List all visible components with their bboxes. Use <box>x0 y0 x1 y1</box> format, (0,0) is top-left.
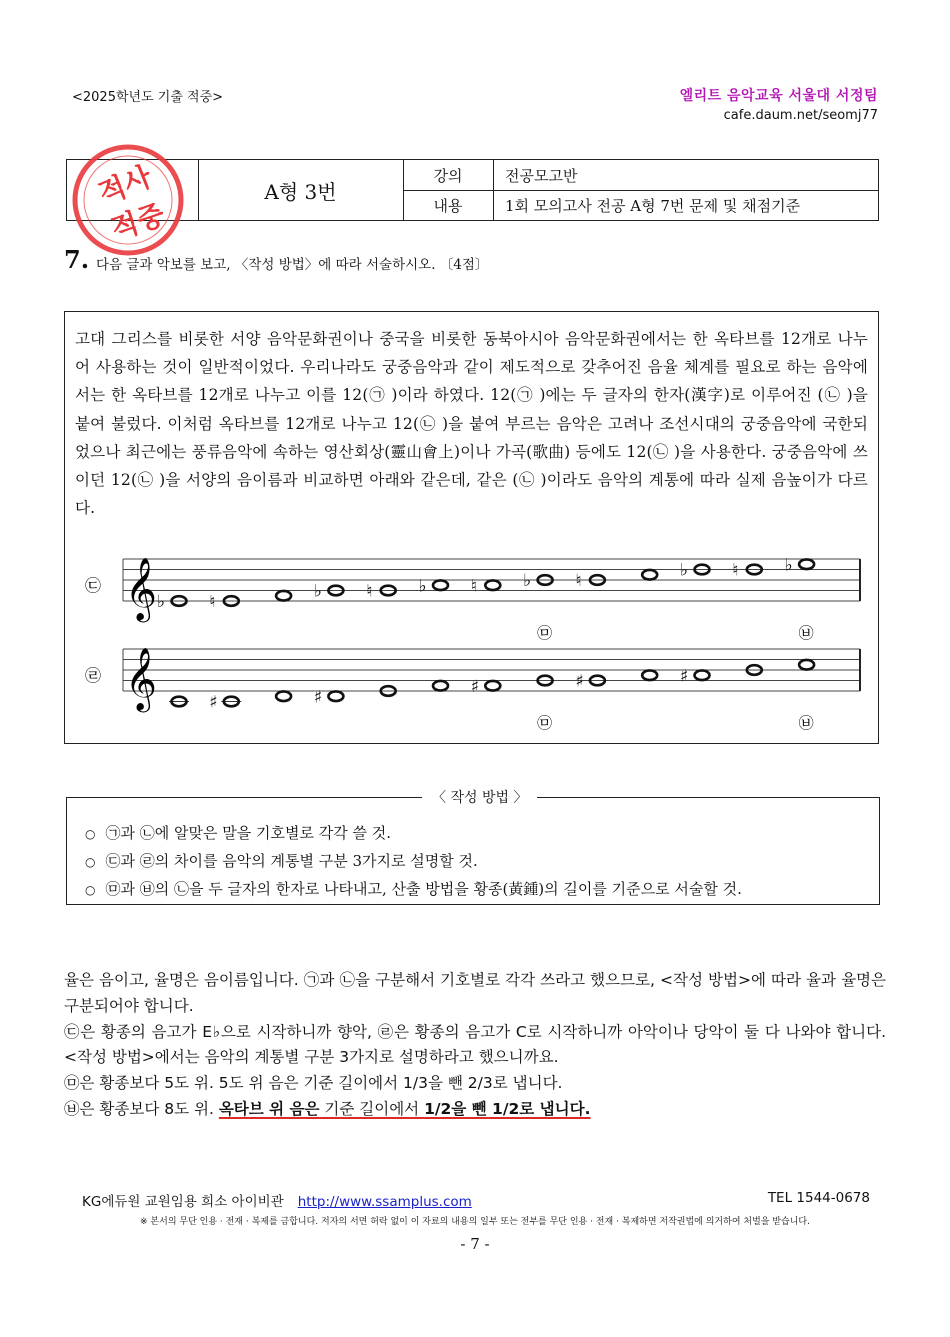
whole-note <box>799 559 814 569</box>
commentary-paragraph-highlight <box>64 1097 886 1123</box>
footer-org-name: KG에듀원 교원임용 희소 아이비관 <box>82 1194 284 1210</box>
whole-note <box>276 591 291 601</box>
treble-clef-icon: 𝄞 <box>125 557 157 620</box>
whole-note <box>695 670 710 680</box>
question-number: 7. <box>64 245 90 274</box>
flat-accidental-icon: ♭ <box>313 581 322 602</box>
whole-note <box>485 681 500 691</box>
commentary <box>64 968 886 1123</box>
whole-note <box>276 691 291 701</box>
info-value-column <box>493 160 878 220</box>
whole-note <box>433 580 448 590</box>
commentary-text: ㉥은 황종보다 8도 위. <box>64 1099 219 1118</box>
question-prompt: 다음 글과 악보를 보고, 〈작성 방법〉에 따라 서술하시오. 〔4점〕 <box>96 257 489 273</box>
method-item: ○ ㉢과 ㉣의 차이를 음악의 계통별 구분 3가지로 설명할 것. <box>85 848 742 876</box>
natural-accidental-icon: ♮ <box>209 592 216 612</box>
commentary-paragraph: ㉢은 황종의 음고가 E♭으로 시작하니까 향악, ㉣은 황종의 음고가 C로 시작하니까 아악이나 당악이 둘 다 나와야 합니다. <작성 방법>에서는 음악의 계통별 구분 3가지로 설명하라고 했으니까요. <box>64 1022 886 1067</box>
whole-note <box>799 660 814 670</box>
question-type-label: A형 3번 <box>264 179 337 204</box>
footer-website-link[interactable]: http://www.ssamplus.com <box>297 1194 472 1210</box>
footer-org <box>82 1190 472 1210</box>
passage-text: 고대 그리스를 비롯한 서양 음악문화권이나 중국을 비롯한 동북아시아 음악문화권에서는 한 옥타브를 12개로 나누어 사용하는 것이 일반적이었다. 우리나라도 궁중음악과 같이 제도적으로 갖추어진 음율 체계를 필요로 하는 음악에서는 한 옥타브를 12개로 나누고 이를 12(㉠ )이라 하였다. 12(㉠ )에는 두 글자의 한자(漢字)로 이루어진 (㉡ )을 붙여 불렀다. 이처럼 옥타브를 12개로 나누고 12(㉡ )을 붙여 부르는 음악은 고려나 조선시대의 궁중음악에 국한되었으나 최근에는 풍류음악에 속하는 영산회상(靈山會上)이나 가곡(歌曲) 등에도 12(㉡ )을 사용한다. 궁중음악에 쓰이던 12(㉡ )을 서양의 음이름과 비교하면 아래와 같은데, 같은 (㉡ )이라도 음악의 계통에 따라 실제 음높이가 다르다. <box>75 330 868 518</box>
commentary-paragraph: ㉤은 황종보다 5도 위. 5도 위 음은 기준 길이에서 1/3을 뺀 2/3로 냅니다. <box>64 1074 563 1093</box>
sharp-accidental-icon: ♯ <box>680 666 689 687</box>
note-mark-label: ㉤ <box>537 624 553 642</box>
sharp-accidental-icon: ♯ <box>313 687 323 708</box>
method-box <box>66 790 880 905</box>
commentary-paragraph: 율은 음이고, 율명은 음이름입니다. ㉠과 ㉡을 구분해서 기호별로 각각 쓰라고 했으므로, <작성 방법>에 따라 율과 율명은 구분되어야 합니다. <box>64 971 886 1015</box>
stamp-text-line2: 적중 <box>107 197 169 246</box>
info-label-content: 내용 <box>433 196 463 215</box>
page-number: - 7 - <box>460 1235 490 1253</box>
header-source-tag: <2025학년도 기출 적중> <box>72 90 224 105</box>
commentary-text: 기준 길이에서 <box>319 1099 425 1118</box>
commentary-bold-text: 1/2을 뺀 1/2로 냅니다. <box>424 1099 591 1118</box>
sharp-accidental-icon: ♯ <box>470 676 480 697</box>
flat-accidental-icon: ♭ <box>418 576 427 597</box>
sharp-accidental-icon: ♯ <box>575 671 584 692</box>
passage-box <box>64 311 879 744</box>
method-list <box>85 820 742 904</box>
stamp-text-line1: 적사 <box>93 159 157 211</box>
method-item: ○ ㉠과 ㉡에 알맞은 말을 기호별로 각각 쓸 것. <box>85 820 742 848</box>
whole-note <box>433 681 448 691</box>
whole-note <box>328 691 343 701</box>
commentary-bold-text: 옥타브 위 음은 <box>218 1099 320 1118</box>
header-cafe-address: cafe.daum.net/seomj77 <box>723 108 878 123</box>
method-item: ○ ㉤과 ㉥의 ㉡을 두 글자의 한자로 나타내고, 산출 방법을 황종(黃鍾)의 길이를 기준으로 서술할 것. <box>85 876 742 904</box>
flat-accidental-icon: ♭ <box>680 560 689 581</box>
note-mark-label: ㉥ <box>798 714 814 732</box>
staff-label: ㉢ <box>85 576 102 595</box>
treble-clef-icon: 𝄞 <box>125 647 157 710</box>
header-brand: 엘리트 음악교육 서울대 서정팀 <box>679 88 878 104</box>
footer-tel: TEL 1544-0678 <box>767 1190 870 1206</box>
question-type-cell <box>198 160 404 220</box>
natural-accidental-icon: ♮ <box>470 576 477 597</box>
footer-copyright-notice: ※ 본서의 무단 인용 · 전재 · 복제를 금합니다. 저자의 서면 허락 없이 이 자료의 내용의 일부 또는 전부를 무단 인용 · 전재 · 복제하면 저작권법에 의거하여 처벌을 받습니다. <box>140 1217 810 1227</box>
note-mark-label: ㉥ <box>798 624 814 642</box>
info-value-content: 1회 모의고사 전공 A형 7번 문제 및 채점기준 <box>505 196 801 215</box>
whole-note <box>485 580 500 590</box>
method-title-text: 작성 방법 <box>450 790 509 806</box>
natural-accidental-icon: ♮ <box>732 560 739 581</box>
flat-accidental-icon: ♭ <box>784 555 793 576</box>
hit-stamp-icon <box>70 142 190 262</box>
staff-label: ㉣ <box>85 666 102 685</box>
natural-accidental-icon: ♮ <box>575 571 582 591</box>
natural-accidental-icon: ♮ <box>366 581 373 602</box>
flat-accidental-icon: ♭ <box>523 571 532 591</box>
sharp-accidental-icon: ♯ <box>209 692 218 713</box>
whole-note <box>642 670 657 680</box>
note-mark-label: ㉤ <box>537 714 553 732</box>
music-staves <box>65 512 878 752</box>
info-label-lecture: 강의 <box>433 166 463 185</box>
whole-note <box>642 570 657 580</box>
flat-accidental-icon: ♭ <box>157 592 166 612</box>
info-label-column <box>403 160 494 220</box>
info-value-lecture: 전공모고반 <box>505 166 578 185</box>
method-title: 〈 작성 방법 〉 <box>422 787 537 807</box>
